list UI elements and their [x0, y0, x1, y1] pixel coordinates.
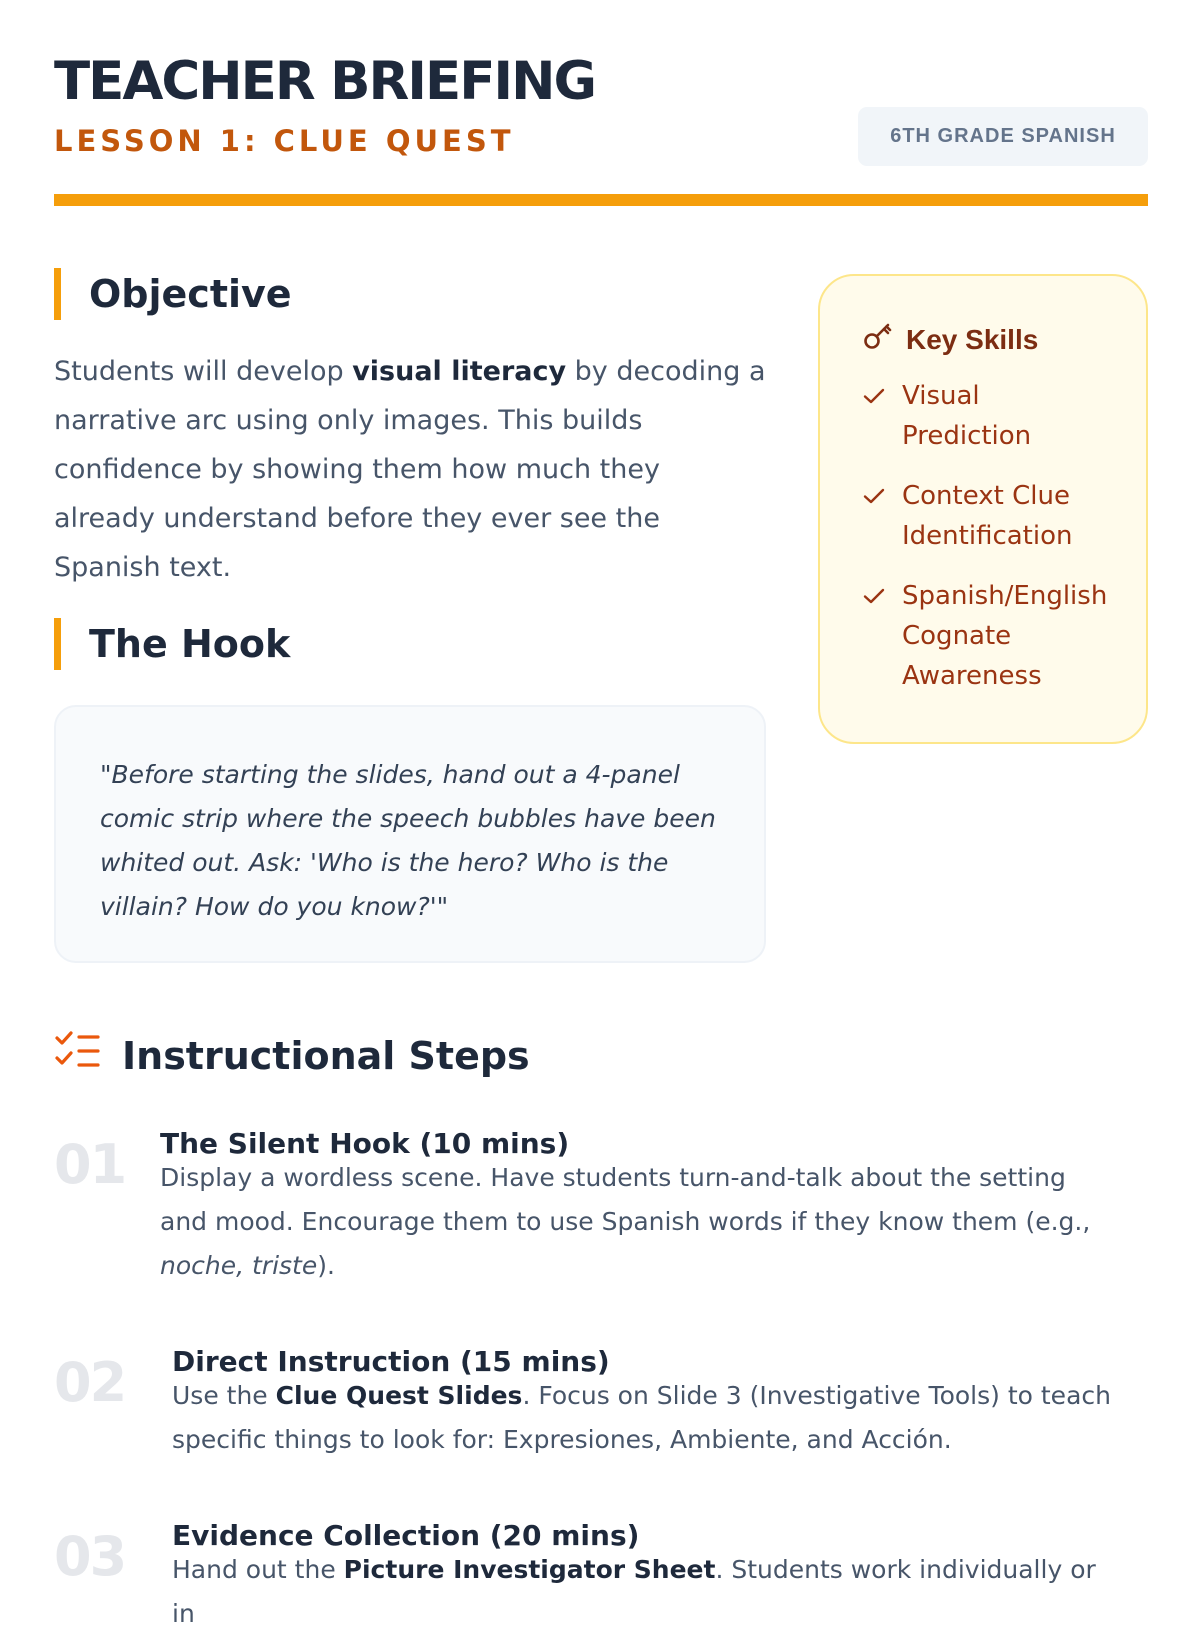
step-item — [54, 1519, 1148, 1628]
step-description-end: . Focus on Slide 3 (Investigative Tools) to teach specific things to look for: Expresiones, Ambiente, and Acción. — [172, 1381, 1111, 1454]
objective-text — [54, 347, 768, 592]
lesson-subtitle: LESSON 1: CLUE QUEST — [54, 124, 515, 158]
instructional-steps-heading — [54, 1030, 530, 1081]
hook-quote: "Before starting the slides, hand out a 4-panel comic strip where the speech bubbles have been whited out. Ask: 'Who is the hero? Who is the villain? How do you know?'" — [100, 760, 716, 921]
hook-heading: The Hook — [54, 618, 290, 670]
key-skills-header — [862, 320, 1038, 359]
step-description-start: Use the — [172, 1381, 276, 1410]
step-number: 01 — [54, 1133, 126, 1196]
objective-heading: Objective — [54, 268, 292, 320]
check-icon — [862, 576, 902, 616]
step-item — [54, 1127, 1148, 1300]
step-description-end: . Students work individually or in — [172, 1555, 1096, 1628]
step-item — [54, 1345, 1148, 1478]
page-title: TEACHER BRIEFING — [54, 51, 596, 112]
step-number: 03 — [54, 1525, 126, 1588]
step-description-start: Display a wordless scene. Have students turn-and-talk about the setting and mood. Encourage them to use Spanish words if they know them (e.g., — [160, 1163, 1091, 1236]
step-description — [160, 1156, 1120, 1288]
skill-item — [862, 376, 1117, 456]
objective-key-term: visual literacy — [352, 356, 567, 387]
header-divider — [54, 194, 1148, 206]
step-description — [172, 1548, 1122, 1636]
check-icon — [862, 476, 902, 516]
skill-label: Spanish/English Cognate Awareness — [902, 581, 1108, 691]
step-resource-name: Clue Quest Slides — [275, 1381, 523, 1410]
step-title: Direct Instruction (15 mins) — [172, 1345, 610, 1378]
step-description-start: Hand out the — [172, 1555, 344, 1584]
step-number: 02 — [54, 1351, 126, 1414]
objective-text-start: Students will develop — [54, 356, 353, 387]
step-description-end: ). — [317, 1251, 335, 1280]
step-description — [172, 1374, 1122, 1462]
instructional-steps-title: Instructional Steps — [122, 1033, 530, 1078]
skill-item — [862, 476, 1117, 556]
step-resource-name: Picture Investigator Sheet — [343, 1555, 716, 1584]
checklist-icon — [54, 1030, 100, 1081]
step-title: Evidence Collection (20 mins) — [172, 1519, 640, 1552]
skill-label: Context Clue Identification — [902, 481, 1073, 551]
key-icon — [862, 320, 894, 359]
skill-label: Visual Prediction — [902, 381, 1032, 451]
step-example-words: noche, triste — [160, 1251, 318, 1280]
key-skills-title: Key Skills — [906, 323, 1039, 355]
grade-badge: 6TH GRADE SPANISH — [858, 107, 1148, 166]
hook-callout — [54, 705, 766, 963]
step-title: The Silent Hook (10 mins) — [160, 1127, 570, 1160]
skill-item — [862, 576, 1117, 696]
objective-text-end: by decoding a narrative arc using only images. This builds confidence by showing them how much they already understand before they ever see the Spanish text. — [54, 356, 766, 583]
teacher-briefing-page — [54, 0, 1148, 1628]
check-icon — [862, 376, 902, 416]
key-skills-card — [818, 274, 1148, 744]
